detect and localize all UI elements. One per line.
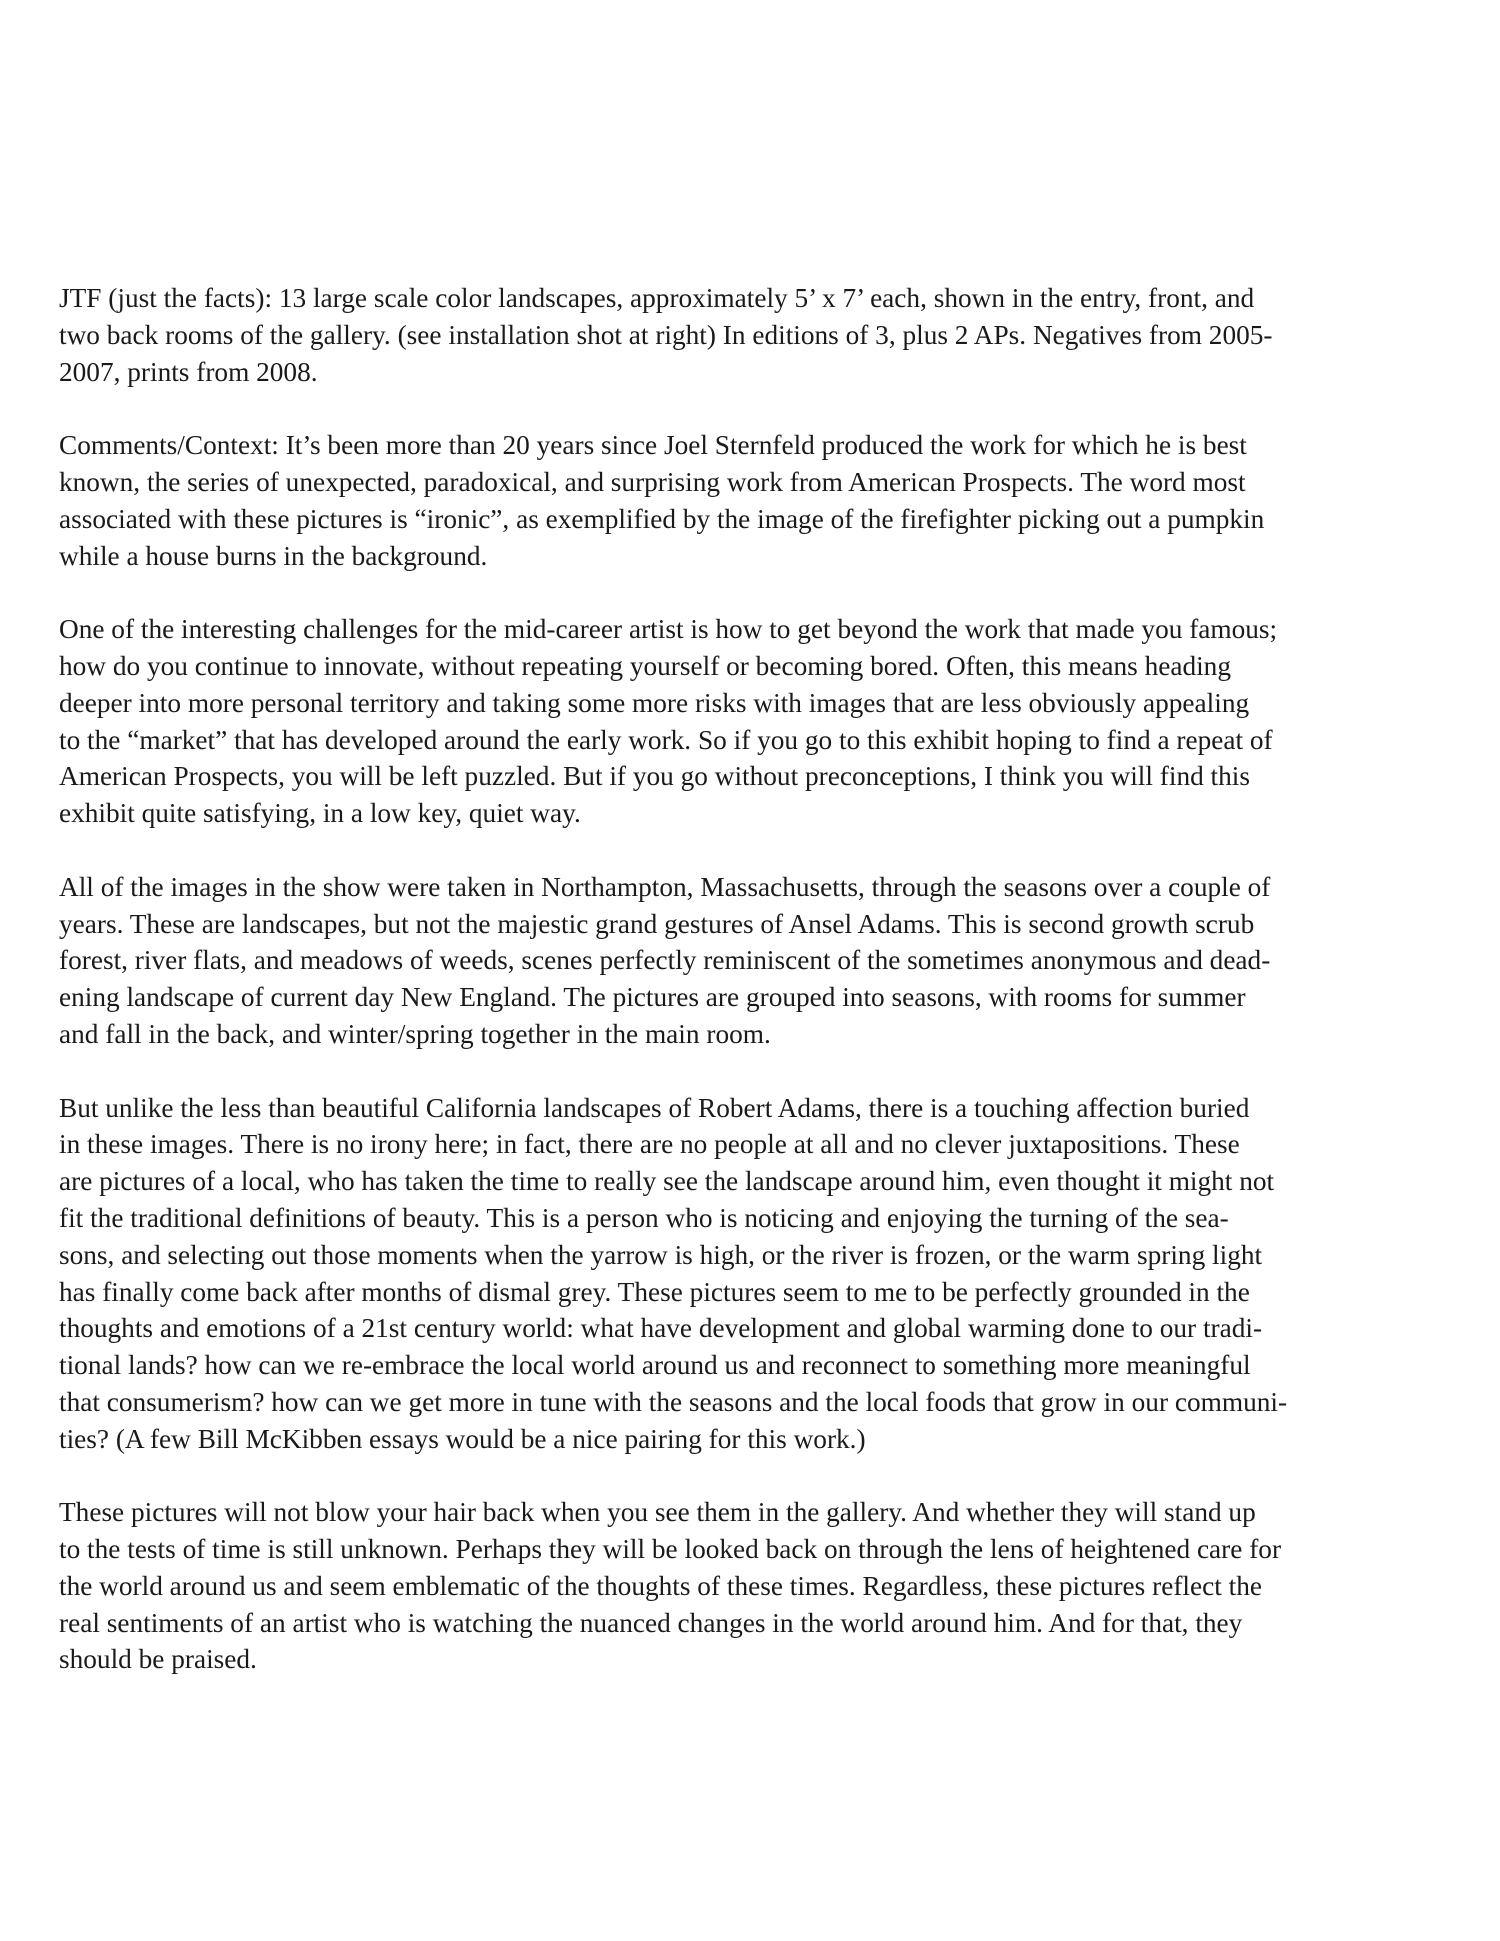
article-body [59,280,1454,1715]
text-line: These pictures will not blow your hair back when you see them in the gallery. And whether they will stand up [59,1497,1256,1528]
text-line: to the “market” that has developed around the early work. So if you go to this exhibit hoping to find a repeat of [59,724,1273,755]
text-line: thoughts and emotions of a 21st century world: what have development and global warming done to our tradi- [59,1313,1263,1344]
text-line: real sentiments of an artist who is watching the nuanced changes in the world around him. And for that, they [59,1607,1243,1638]
text-line: deeper into more personal territory and taking some more risks with images that are less obviously appealing [59,687,1250,718]
text-line: while a house burns in the background. [59,540,488,571]
text-line: the world around us and seem emblematic of the thoughts of these times. Regardless, these pictures reflect the [59,1570,1262,1601]
text-line: years. These are landscapes, but not the majestic grand gestures of Ansel Adams. This is second growth scrub [59,908,1255,939]
text-line: tional lands? how can we re-embrace the local world around us and reconnect to something more meaningful [59,1350,1251,1381]
text-line: has finally come back after months of dismal grey. These pictures seem to me to be perfectly grounded in the [59,1276,1250,1307]
text-line: But unlike the less than beautiful California landscapes of Robert Adams, there is a touching affection buried [59,1092,1250,1123]
text-line: JTF (just the facts): 13 large scale color landscapes, approximately 5’ x 7’ each, shown in the entry, front, and [59,283,1255,313]
paragraph-comments-context [59,427,1454,574]
text-line: ties? (A few Bill McKibben essays would be a nice pairing for this work.) [59,1423,866,1454]
text-line: One of the interesting challenges for the mid-career artist is how to get beyond the work that made you famous; [59,614,1278,645]
text-line: how do you continue to innovate, without repeating yourself or becoming bored. Often, this means heading [59,650,1231,681]
paragraph-mid-career [59,611,1454,832]
text-line: two back rooms of the gallery. (see installation shot at right) In editions of 3, plus 2 APs. Negatives from 2005- [59,319,1273,350]
text-line: and fall in the back, and winter/spring together in the main room. [59,1018,771,1049]
text-line: are pictures of a local, who has taken the time to really see the landscape around him, even thought it might not [59,1166,1275,1197]
text-line: exhibit quite satisfying, in a low key, quiet way. [59,798,581,829]
text-line: known, the series of unexpected, paradoxical, and surprising work from American Prospects. The word most [59,466,1246,497]
text-line: 2007, prints from 2008. [59,356,318,387]
text-line: that consumerism? how can we get more in tune with the seasons and the local foods that grow in our communi- [59,1386,1288,1417]
text-line: fit the traditional definitions of beauty. This is a person who is noticing and enjoying the turning of the sea- [59,1202,1229,1233]
text-line: American Prospects, you will be left puzzled. But if you go without preconceptions, I think you will find this [59,761,1250,792]
text-line: in these images. There is no irony here; in fact, there are no people at all and no clever juxtapositions. These [59,1129,1240,1160]
text-line: Comments/Context: It’s been more than 20 years since Joel Sternfeld produced the work for which he is best [59,430,1247,461]
paragraph-conclusion [59,1494,1454,1678]
text-line: associated with these pictures is “ironic”, as exemplified by the image of the firefighter picking out a pumpkin [59,503,1265,534]
text-line: sons, and selecting out those moments when the yarrow is high, or the river is frozen, or the warm spring light [59,1239,1263,1270]
paragraph-facts [59,280,1454,390]
paragraph-affection [59,1090,1454,1458]
text-line: ening landscape of current day New England. The pictures are grouped into seasons, with rooms for summer [59,982,1246,1013]
text-line: to the tests of time is still unknown. Perhaps they will be looked back on through the lens of heightened care for [59,1534,1282,1565]
text-line: forest, river flats, and meadows of weeds, scenes perfectly reminiscent of the sometimes anonymous and dead- [59,945,1271,976]
paragraph-northampton [59,869,1454,1053]
text-line: should be praised. [59,1644,257,1675]
text-line: All of the images in the show were taken in Northampton, Massachusetts, through the seasons over a couple of [59,871,1271,902]
